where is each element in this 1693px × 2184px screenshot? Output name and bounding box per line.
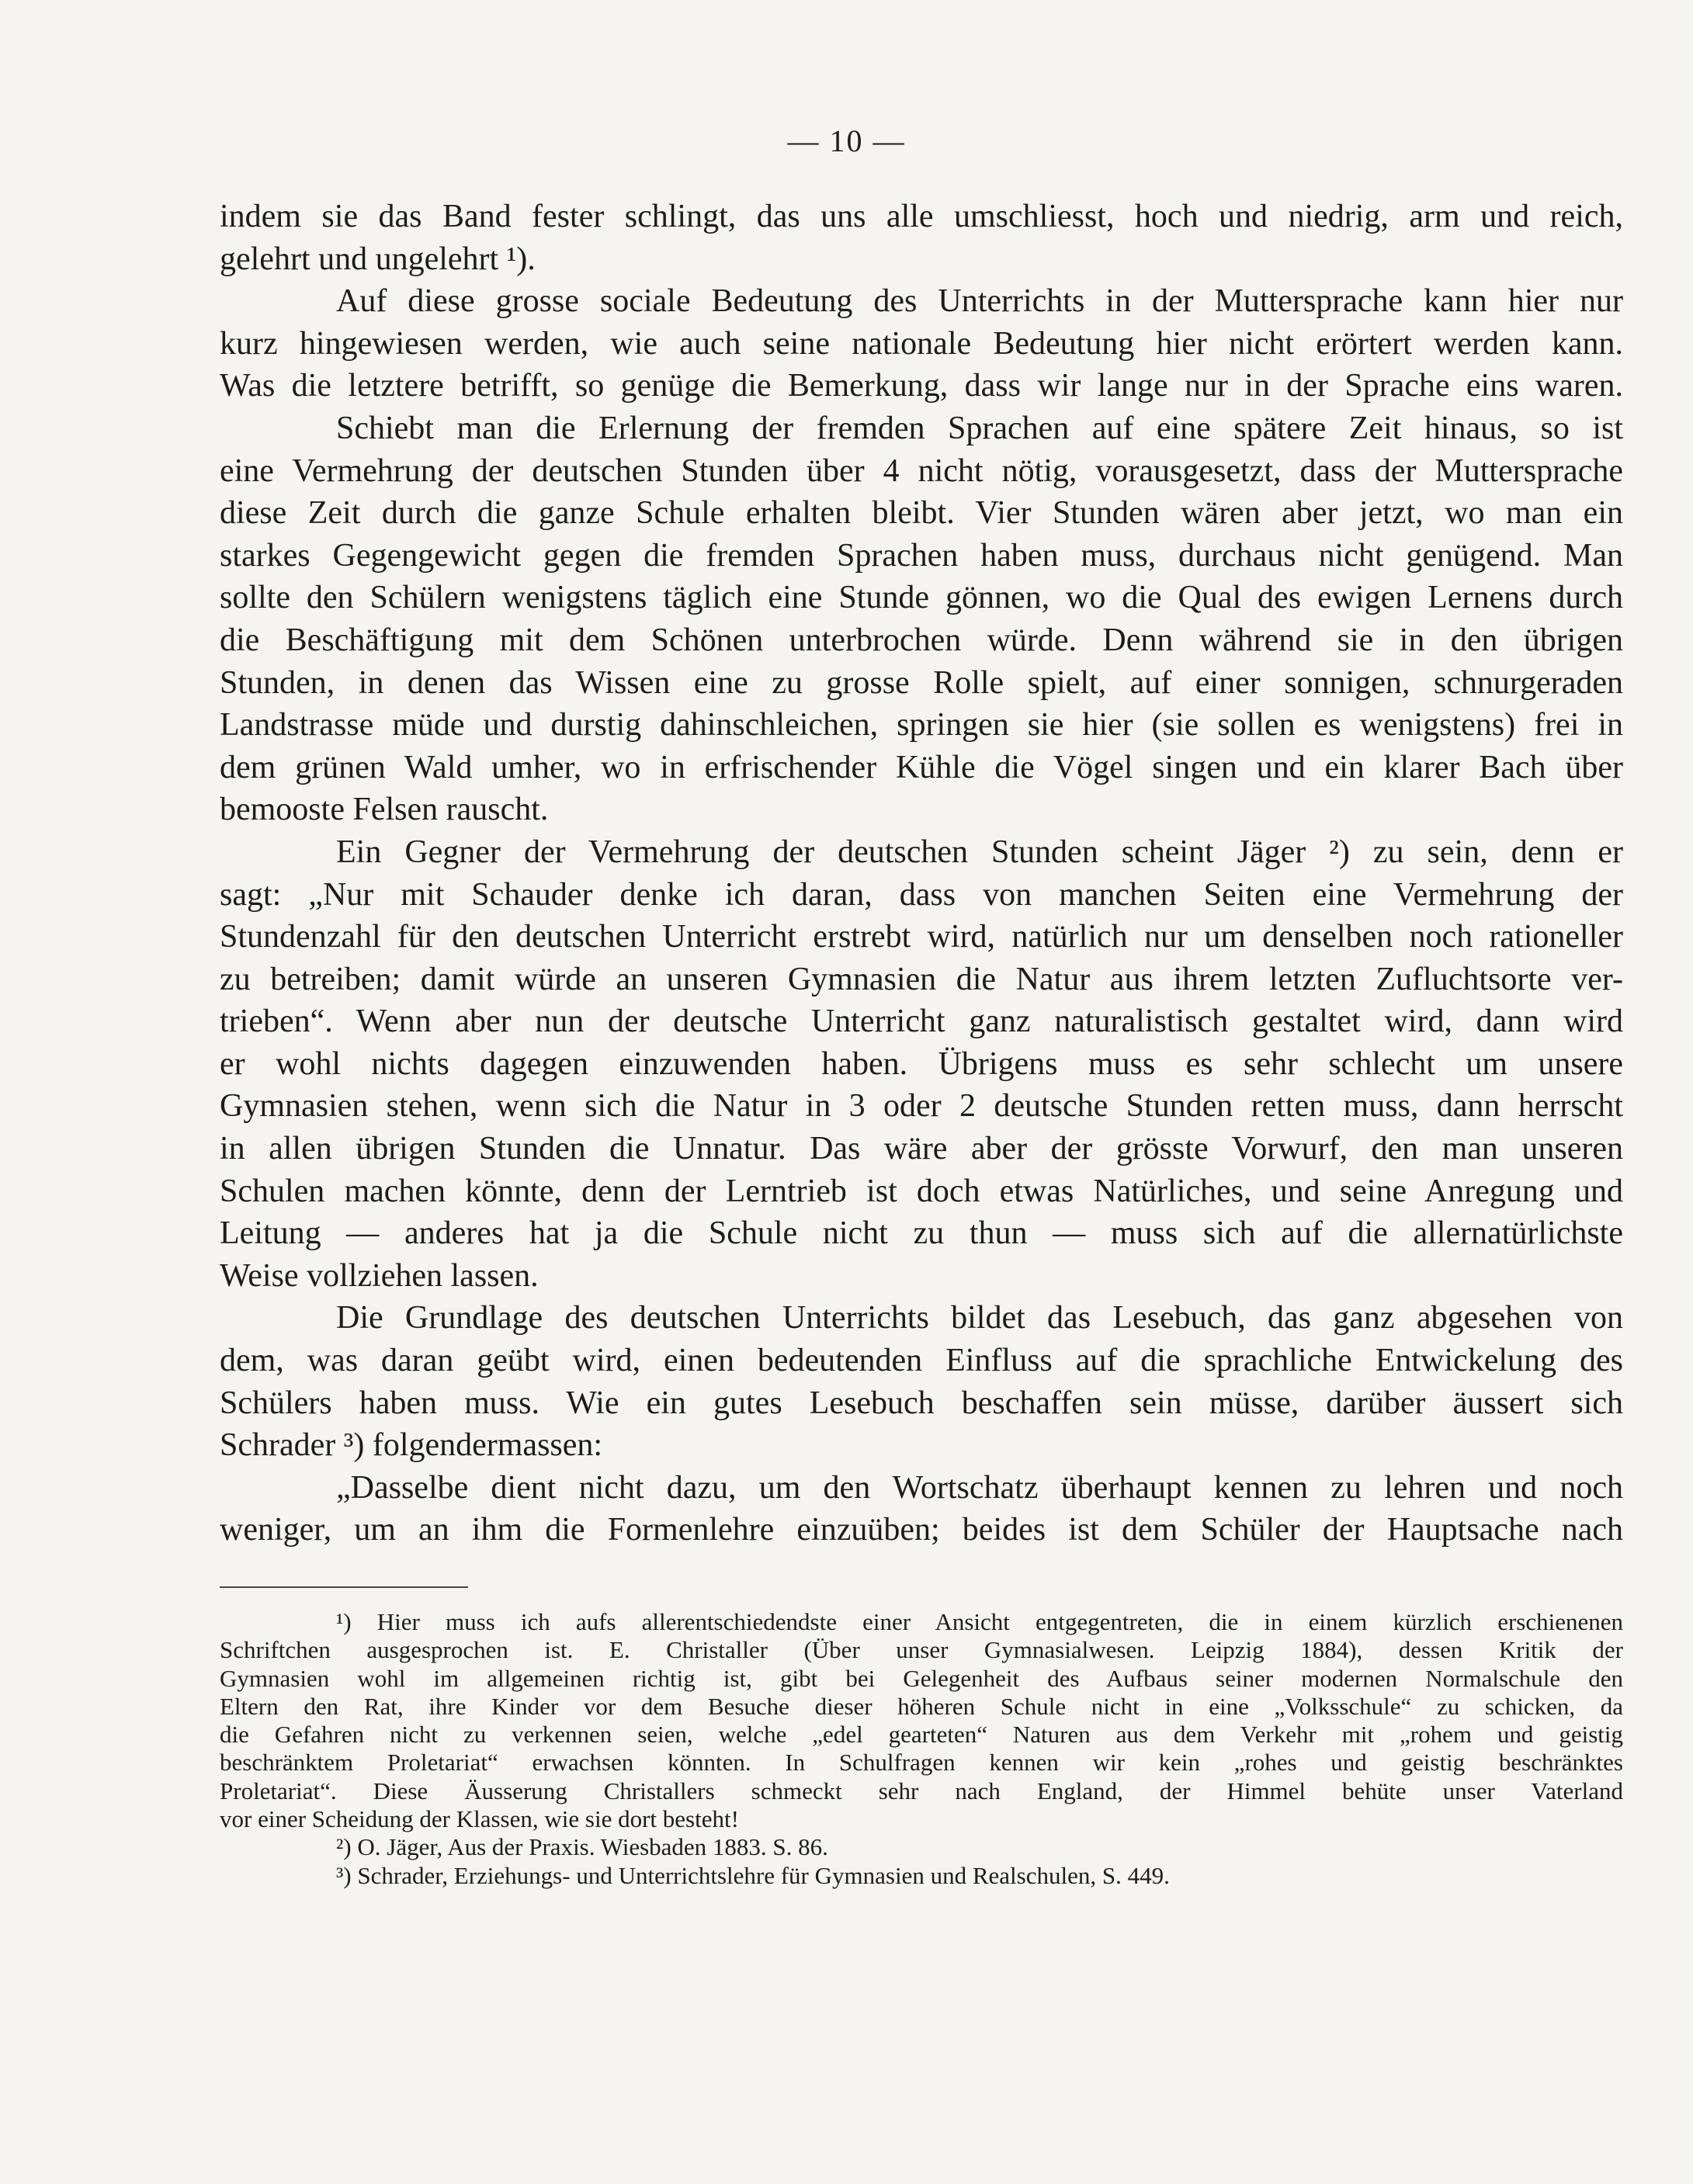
footnote-line: Eltern den Rat, ihre Kinder vor dem Besuche dieser höheren Schule nicht in eine „Volksschule“ zu schicken, da xyxy=(220,1692,1623,1720)
text-line: Leitung — anderes hat ja die Schule nicht zu thun — muss sich auf die allernatürlichste xyxy=(220,1215,1623,1252)
footnote-line: ¹) Hier muss ich aufs allerentschiedendste einer Ansicht entgegentreten, die in einem kürzlich erschienenen xyxy=(336,1608,1623,1635)
footnote-line: ³) Schrader, Erziehungs- und Unterrichtslehre für Gymnasien und Realschulen, S. 449. xyxy=(336,1861,1170,1889)
text-line: starkes Gegengewicht gegen die fremden Sprachen haben muss, durchaus nicht genügend. Man xyxy=(220,537,1623,574)
text-line: sollte den Schülern wenigstens täglich eine Stunde gönnen, wo die Qual des ewigen Lernens durch xyxy=(220,580,1623,616)
footnote-line: Proletariat“. Diese Äusserung Christallers schmeckt sehr nach England, der Himmel behüte unser Vaterland xyxy=(220,1777,1623,1804)
footnote-line: Schriftchen ausgesprochen ist. E. Christaller (Über unser Gymnasialwesen. Leipzig 1884), dessen Kritik der xyxy=(220,1636,1623,1664)
text-line: Ein Gegner der Vermehrung der deutschen Stunden scheint Jäger ²) zu sein, denn er xyxy=(336,834,1623,870)
footnote-line: beschränktem Proletariat“ erwachsen könnten. In Schulfragen kennen wir kein „rohes und geistig beschränktes xyxy=(220,1749,1623,1777)
text-line: sagt: „Nur mit Schauder denke ich daran, dass von manchen Seiten eine Vermehrung der xyxy=(220,876,1623,913)
text-line: zu betreiben; damit würde an unseren Gymnasien die Natur aus ihrem letzten Zufluchtsorte ver- xyxy=(220,961,1623,997)
text-line: trieben“. Wenn aber nun der deutsche Unterricht ganz naturalistisch gestaltet wird, dann wird xyxy=(220,1004,1623,1040)
text-line: Landstrasse müde und durstig dahinschleichen, springen sie hier (sie sollen es wenigstens) frei in xyxy=(220,707,1623,744)
footnote-rule xyxy=(220,1586,468,1588)
text-line: kurz hingewiesen werden, wie auch seine nationale Bedeutung hier nicht erörtert werden kann. xyxy=(220,325,1623,362)
text-line: Stunden, in denen das Wissen eine zu grosse Rolle spielt, auf einer sonnigen, schnurgeraden xyxy=(220,664,1623,701)
text-line: Die Grundlage des deutschen Unterrichts bildet das Lesebuch, das ganz abgesehen von xyxy=(336,1300,1623,1336)
text-line: diese Zeit durch die ganze Schule erhalten bleibt. Vier Stunden wären aber jetzt, wo man ein xyxy=(220,495,1623,532)
text-line: weniger, um an ihm die Formenlehre einzuüben; beides ist dem Schüler der Hauptsache nach xyxy=(220,1512,1623,1548)
text-line: Schiebt man die Erlernung der fremden Sprachen auf eine spätere Zeit hinaus, so ist xyxy=(336,410,1623,446)
text-line: er wohl nichts dagegen einzuwenden haben. Übrigens muss es sehr schlecht um unsere xyxy=(220,1045,1623,1082)
text-line: Schulen machen könnte, denn der Lerntrieb ist doch etwas Natürliches, und seine Anregung und xyxy=(220,1173,1623,1209)
text-line: Schülers haben muss. Wie ein gutes Lesebuch beschaffen sein müsse, darüber äussert sich xyxy=(220,1385,1623,1421)
text-line: dem, was daran geübt wird, einen bedeutenden Einfluss auf die sprachliche Entwickelung des xyxy=(220,1343,1623,1379)
text-line: Schrader ³) folgendermassen: xyxy=(220,1427,603,1464)
footnote-line: ²) O. Jäger, Aus der Praxis. Wiesbaden 1883. S. 86. xyxy=(336,1833,828,1861)
text-line: die Beschäftigung mit dem Schönen unterbrochen würde. Denn während sie in den übrigen xyxy=(220,622,1623,658)
text-line: Was die letztere betrifft, so genüge die Bemerkung, dass wir lange nur in der Sprache eins waren. xyxy=(220,368,1623,404)
text-line: Weise vollziehen lassen. xyxy=(220,1257,539,1294)
text-line: dem grünen Wald umher, wo in erfrischender Kühle die Vögel singen und ein klarer Bach über xyxy=(220,749,1623,785)
text-line: Gymnasien stehen, wenn sich die Natur in 3 oder 2 deutsche Stunden retten muss, dann herrscht xyxy=(220,1088,1623,1125)
text-line: Stundenzahl für den deutschen Unterricht erstrebt wird, natürlich nur um denselben noch rationeller xyxy=(220,919,1623,955)
text-line: indem sie das Band fester schlingt, das uns alle umschliesst, hoch und niedrig, arm und reich, xyxy=(220,199,1623,234)
footnote-line: Gymnasien wohl im allgemeinen richtig ist, gibt bei Gelegenheit des Aufbaus seiner modernen Normalschule den xyxy=(220,1664,1623,1692)
footnote-line: vor einer Scheidung der Klassen, wie sie dort besteht! xyxy=(220,1805,739,1833)
footnotes xyxy=(220,1608,1623,1890)
text-line: „Dasselbe dient nicht dazu, um den Wortschatz überhaupt kennen zu lehren und noch xyxy=(336,1469,1623,1506)
page-number: — 10 — xyxy=(787,123,906,158)
text-line: gelehrt und ungelehrt ¹). xyxy=(220,241,536,277)
footnote-line: die Gefahren nicht zu verkennen seien, welche „edel gearteten“ Naturen aus dem Verkehr mit „rohem und geistig xyxy=(220,1721,1623,1749)
body-text xyxy=(220,196,1623,1551)
text-line: bemooste Felsen rauscht. xyxy=(220,792,549,828)
text-line: Auf diese grosse sociale Bedeutung des Unterrichts in der Muttersprache kann hier nur xyxy=(336,283,1623,320)
text-line: eine Vermehrung der deutschen Stunden über 4 nicht nötig, vorausgesetzt, dass der Muttersprache xyxy=(220,452,1623,489)
text-line: in allen übrigen Stunden die Unnatur. Das wäre aber der grösste Vorwurf, den man unseren xyxy=(220,1131,1623,1167)
